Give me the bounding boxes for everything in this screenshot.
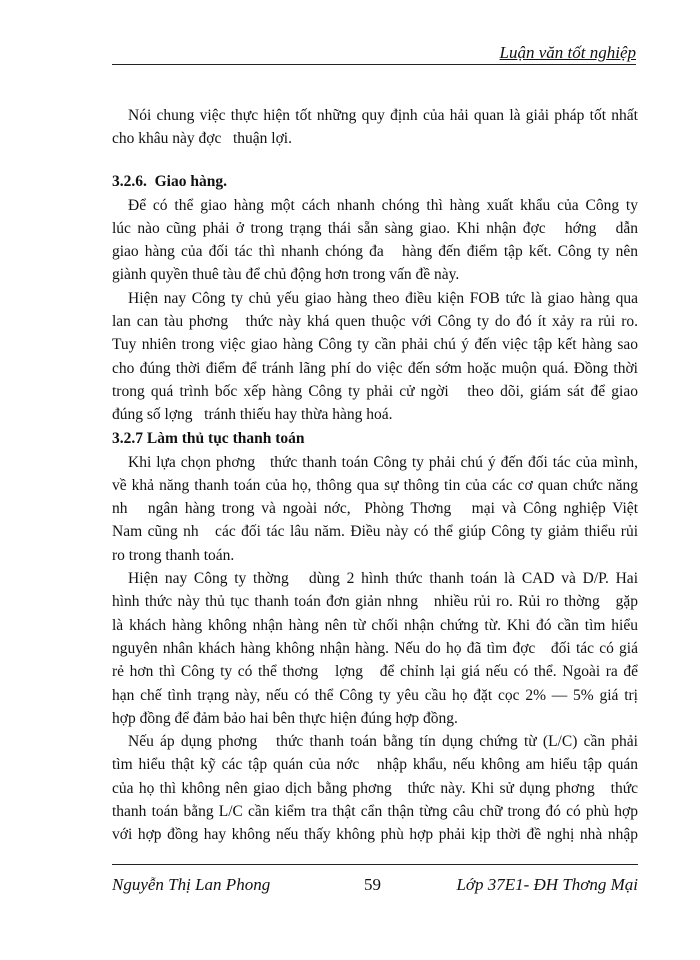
text-line: thanh toán bằng L/C cần kiểm tra thật cẩn thận từng câu chữ trong đó có phù hợp [112,803,638,821]
text-line: lan can tàu phơng thức này khá quen thuộc với Công ty do đó ít xảy ra rủi ro. [112,313,638,331]
text-line: về khả năng thanh toán của họ, thông qua sự thông tin của các cơ quan chức năng [112,476,638,494]
text-line: đúng số lợng tránh thiếu hay thừa hàng hoá. [112,406,393,424]
text-line: Nếu áp dụng phơng thức thanh toán bằng tín dụng chứng từ (L/C) cần phải [128,733,638,751]
text-line: hình thức này thủ tục thanh toán đơn giản nhng nhiều rủi ro. Rủi ro thờng gặp [112,593,638,611]
text-line: là khách hàng không nhận hàng nên từ chối nhận chứng từ. Khi đó cần tìm hiểu [112,616,638,634]
paragraph [112,287,638,427]
text-line: hạn chế tình trạng này, nếu có thể Công ty yêu cầu họ đặt cọc 2% — 5% giá trị [112,686,638,704]
author-name: Nguyễn Thị Lan Phong [112,875,271,894]
page-footer [112,864,638,905]
text-line: Để có thể giao hàng một cách nhanh chóng thì hàng xuất khẩu của Công ty [128,196,638,214]
section-heading-3-2-6: 3.2.6. Giao hàng. [112,172,227,190]
text-line: Nam cũng nh các đối tác lâu năm. Điều này có thể giúp Công ty giảm thiểu rủi [112,523,638,541]
thesis-title: Luận văn tốt nghiệp [499,43,636,62]
text-line: giành quyền thuê tàu để chủ động hơn trong vấn đề này. [112,266,460,284]
paragraph [112,730,638,846]
text-line: hợp đồng để đảm bảo hai bên thực hiện đúng hợp đồng. [112,709,458,727]
spacer [112,151,638,170]
text-line: lúc nào cũng phải ở trong trạng thái sẵn sàng giao. Khi nhận đợc hớng dẫn [112,219,638,237]
text-line: Tuy nhiên trong việc giao hàng Công ty cần phải chú ý đến việc tập kết hàng sao [112,336,638,354]
text-line: Hiện nay Công ty thờng dùng 2 hình thức thanh toán là CAD và D/P. Hai [128,570,638,588]
page-header [112,40,636,65]
page-number: 59 [364,875,381,894]
text-line: cho khâu này đợc thuận lợi. [112,130,292,148]
page-body [112,104,638,847]
paragraph [112,194,638,287]
text-line: Nói chung việc thực hiện tốt những quy định của hải quan là giải pháp tốt nhất [128,107,638,124]
text-line: với hợp đồng hay không nếu thấy không phù hợp phải kịp thời đề nghị nhà nhập [112,826,638,844]
text-line: cho đúng thời điểm để tránh lãng phí do việc đến sớm hoặc muộn quá. Đồng thời [112,359,638,377]
text-line: nguyên nhân khách hàng không nhận hàng. Nếu do họ đã tìm đợc đối tác có giá [112,639,638,657]
text-line: nh ngân hàng trong và ngoài nớc, Phòng Thơng mại và Công nghiệp Việt [112,500,638,518]
text-line: trong quá trình bốc xếp hàng Công ty phải cử ngời theo dõi, giám sát để giao [112,382,638,400]
intro-paragraph [112,104,638,151]
text-line: giao hàng của đối tác thì nhanh chóng đa hàng đến điểm tập kết. Công ty nên [112,243,638,261]
text-line: Hiện nay Công ty chủ yếu giao hàng theo điều kiện FOB tức là giao hàng qua [128,289,638,307]
text-line: tìm hiểu thật kỹ các tập quán của nớc nhập khẩu, nếu không am hiểu tập quán [112,756,638,774]
paragraph [112,451,638,567]
text-line: ro trong thanh toán. [112,546,235,564]
class-info: Lớp 37E1- ĐH Thơng Mại [456,875,638,894]
paragraph [112,567,638,730]
text-line: của họ thì không nên giao dịch bằng phơng thức này. Khi sử dụng phơng thức [112,779,638,797]
text-line: Khi lựa chọn phơng thức thanh toán Công ty phải chú ý đến đối tác của mình, [128,453,638,471]
section-heading-3-2-7: 3.2.7 Làm thủ tục thanh toán [112,429,305,447]
text-line: rẻ hơn thì Công ty có thể thơng lợng để chỉnh lại giá nếu có thể. Ngoài ra để [112,663,638,681]
